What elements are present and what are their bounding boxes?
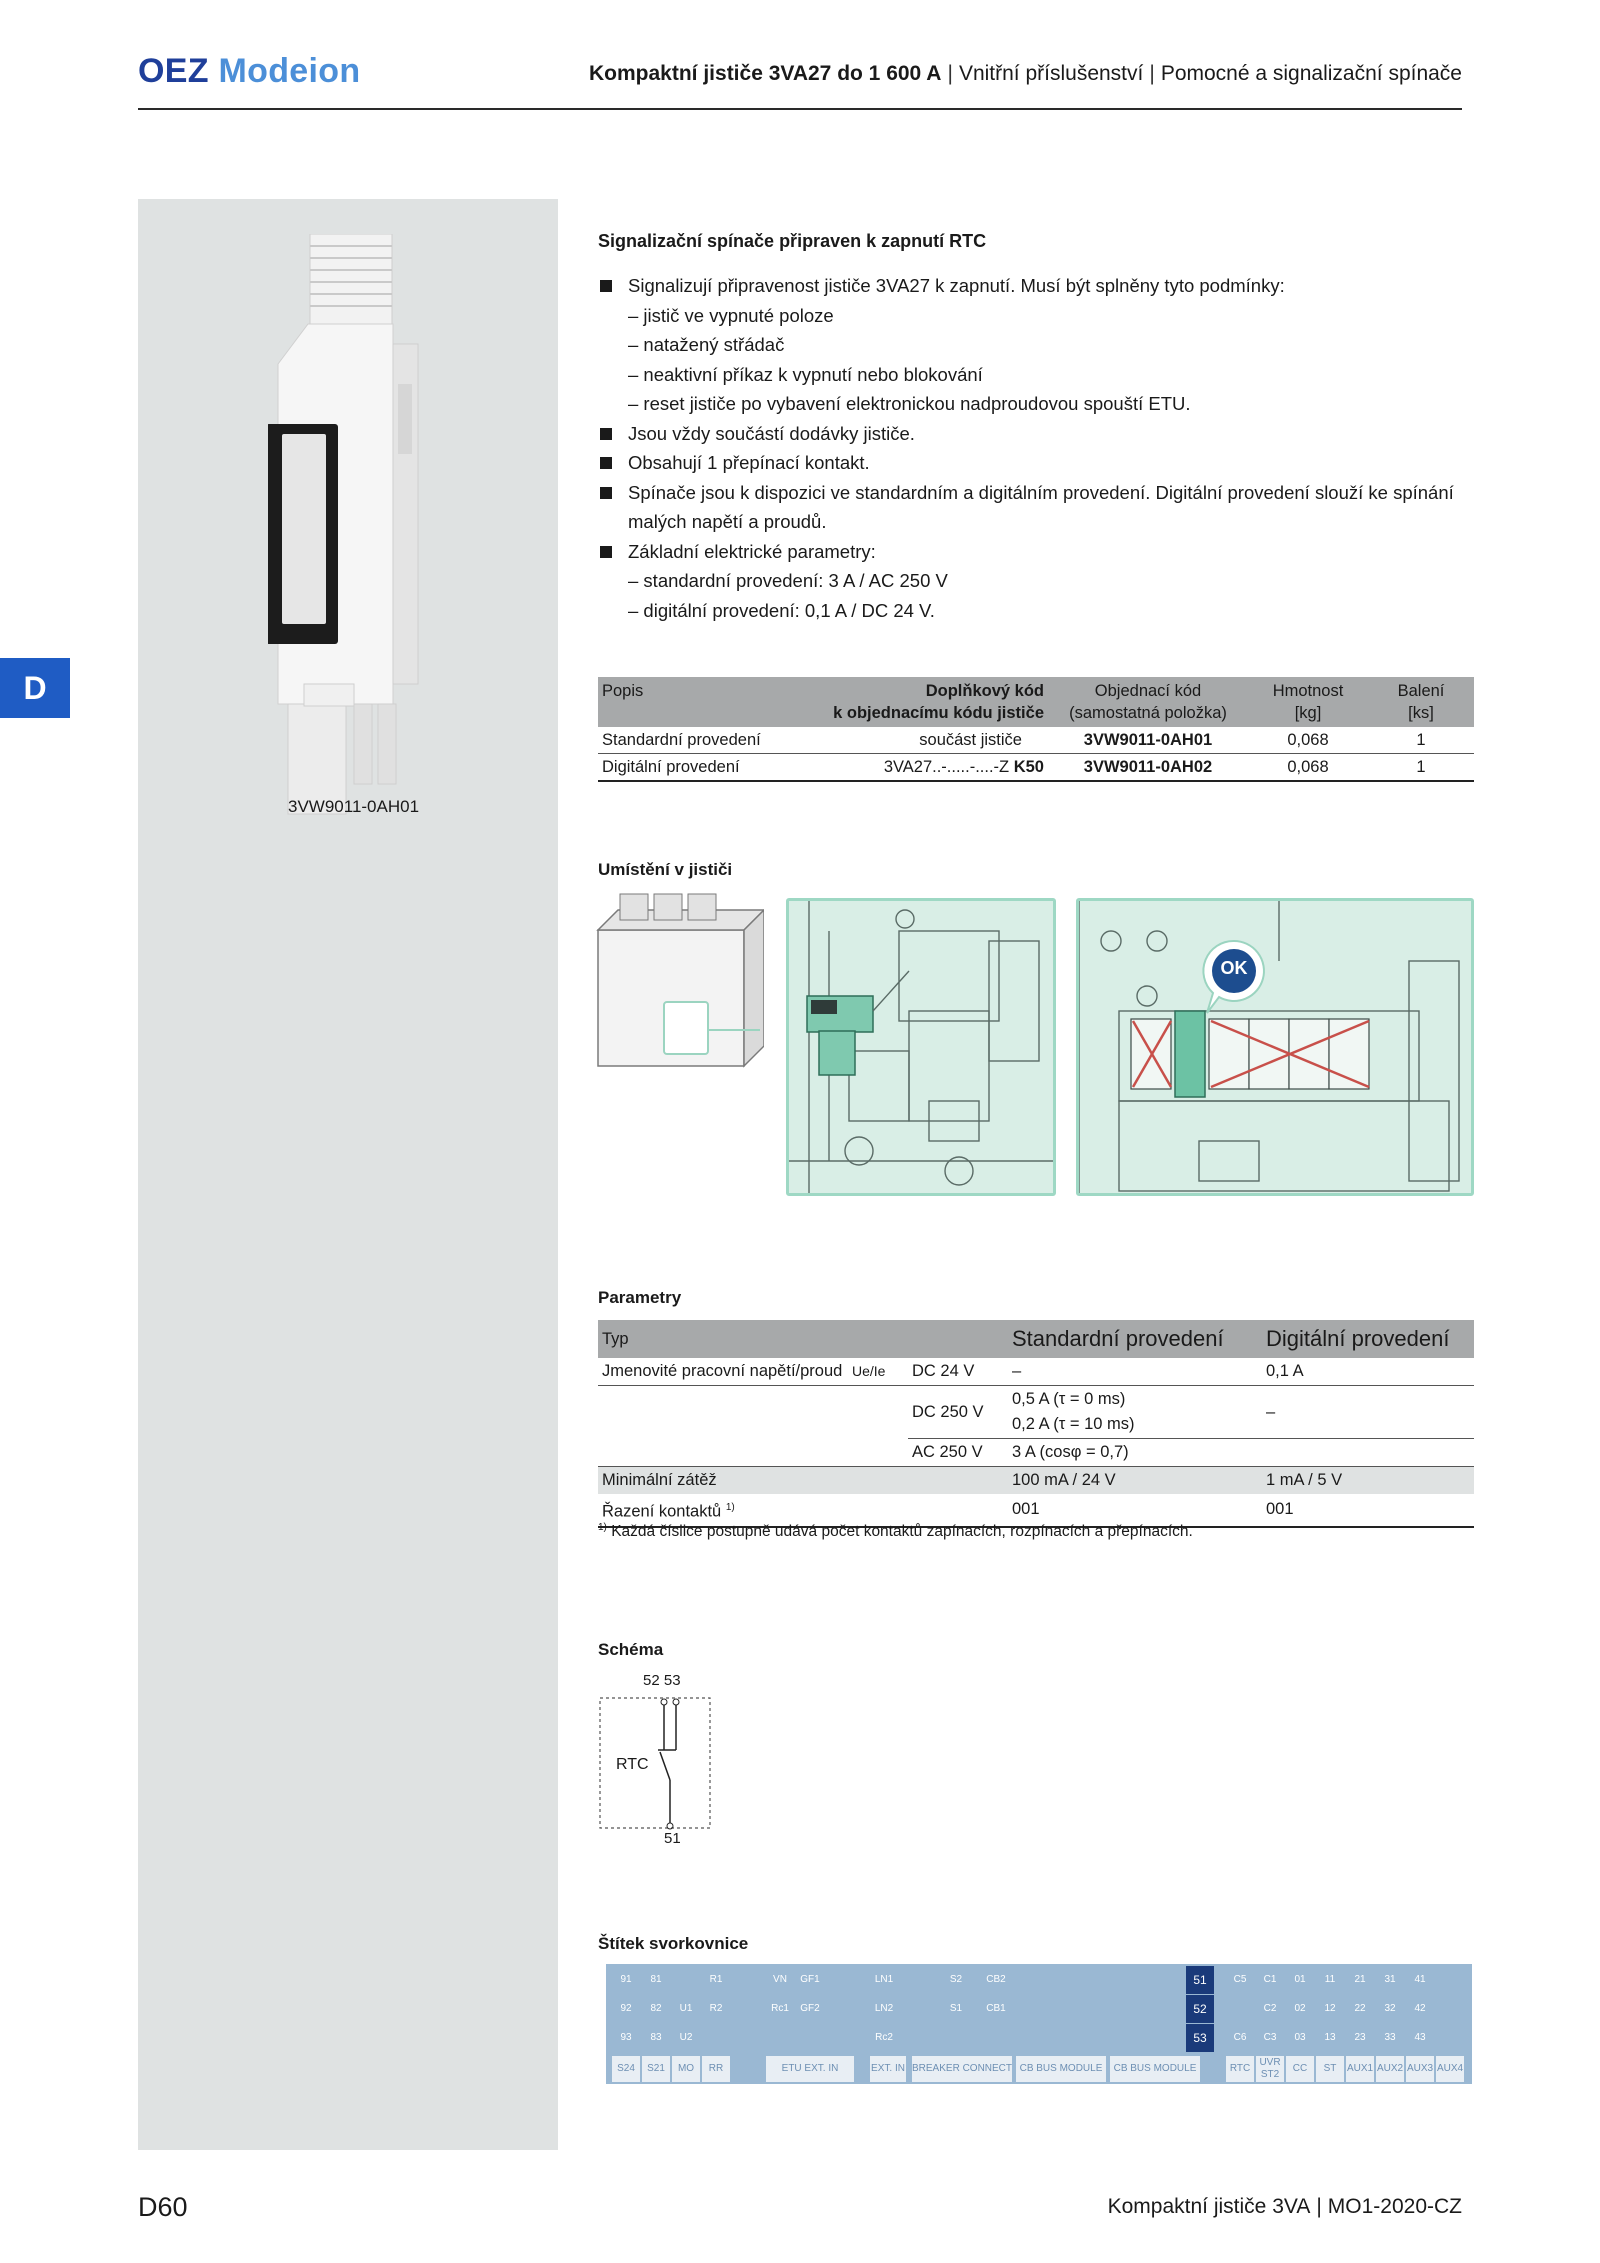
terminal-cell: 02 [1294,2003,1306,2014]
terminal-cell: C6 [1233,2032,1247,2043]
header-divider [138,108,1462,110]
terminal-cell: 52 [1186,1995,1214,2023]
table-row: Minimální zátěž 100 mA / 24 V 1 mA / 5 V [598,1467,1474,1495]
terminal-strip [606,1964,1472,2084]
sub-item: – jistič ve vypnuté poloze [628,304,834,326]
bullet-square-icon [600,457,612,469]
table-header-row [598,677,1474,727]
bullet-item: Základní elektrické parametry: [598,537,1474,567]
params-table [598,1320,1474,1528]
terminal-cell: 11 [1324,1974,1336,1985]
terminal-cell: LN2 [874,2003,894,2014]
schema-rtc-label: RTC [616,1756,649,1773]
brand-oez: OEZ [138,52,209,90]
terminal-cell: 92 [620,2003,632,2014]
bullet-item: Jsou vždy součástí dodávky jističe. [598,419,1474,449]
bullet-square-icon [600,280,612,292]
product-caption: 3VW9011-0AH01 [288,797,420,816]
terminal-cell: VN [773,1974,787,1985]
terminal-cell: GF1 [800,1974,820,1985]
bullet-item: Spínače jsou k dispozici ve standardním a digitálním provedení. Digitální provedení slouží ke spínání malých napětí a proudů. [598,478,1474,537]
table-row: Standardní provedení součást jističe 3VW9011-0AH01 0,068 1 [598,727,1474,754]
placement-closeup-image [1076,898,1474,1196]
header-title-main: Kompaktní jističe 3VA27 do 1 600 A [589,62,942,85]
terminal-cell: GF2 [800,2003,820,2014]
terminal-cell: Rc1 [771,2003,789,2014]
terminal-label: RTC [1226,2056,1254,2082]
terminal-label: EXT. IN [870,2056,906,2082]
bullet-square-icon [600,487,612,499]
brand-modeion: Modeion [218,52,361,90]
terminal-cell: Rc2 [875,2032,893,2043]
sub-item: – standardní provedení: 3 A / AC 250 V [628,570,948,591]
terminal-cell: 83 [650,2032,662,2043]
ok-badge-label: OK [1220,958,1248,978]
terminal-label: MO [672,2056,700,2082]
header-title-part2: Vnitřní příslušenství [958,62,1144,85]
table-row: AC 250 V 3 A (cosφ = 0,7) [598,1439,1474,1467]
terminal-cell: R1 [709,1974,723,1985]
terminal-cell: C5 [1233,1974,1247,1985]
schema-heading: Schéma [598,1640,664,1659]
table-row: DC 250 V 0,5 A (τ = 0 ms) 0,2 A (τ = 10 ms) – [598,1386,1474,1439]
bullet-item: Obsahují 1 přepínací kontakt. [598,448,1474,478]
bullet-square-icon [600,546,612,558]
terminal-cell: 81 [650,1974,662,1985]
terminal-cell: 03 [1294,2032,1306,2043]
sub-item: – reset jističe po vybavení elektronickou nadproudovou spouští ETU. [628,393,1191,414]
col-objednaci-kod: Objednací kód (samostatná položka) [1048,677,1248,727]
terminal-label: AUX3 [1406,2056,1434,2082]
terminal-cell: C2 [1263,2003,1277,2014]
footer-doc-ref: Kompaktní jističe 3VA | MO1-2020-CZ [1107,2195,1462,2218]
terminal-label: AUX2 [1376,2056,1404,2082]
params-heading: Parametry [598,1288,682,1307]
sub-item: – digitální provedení: 0,1 A / DC 24 V. [628,599,935,621]
terminal-cell: 23 [1354,2032,1366,2043]
section-tab-d: D [0,658,70,718]
terminal-cell: 12 [1324,2003,1336,2014]
bullet-item: Signalizují připravenost jističe 3VA27 k zapnutí. Musí být splněny tyto podmínky: [598,271,1474,301]
terminal-cell: C1 [1263,1974,1277,1985]
terminal-cell: 53 [1186,2024,1214,2052]
terminal-cell: C3 [1263,2032,1277,2043]
terminal-label: UVR ST2 [1256,2056,1284,2082]
params-footnote: $^{1)}$ Každá číslice postupně udává počet kontaktů zapínacích, rozpínacích a přepínacích. [598,1522,1193,1541]
terminal-cell: 51 [1186,1966,1214,1994]
intro-bullets [598,271,1474,625]
terminal-heading: Štítek svorkovnice [598,1934,749,1953]
terminal-cell: CB2 [986,1974,1006,1985]
terminal-label: BREAKER CONNECT [912,2056,1012,2082]
terminal-label: ST [1316,2056,1344,2082]
terminal-cell: S1 [949,2003,963,2014]
terminal-cell: CB1 [986,2003,1006,2014]
terminal-cell: 93 [620,2032,632,2043]
table-row: Digitální provedení 3VA27..-.....-....-Z K50 3VW9011-0AH02 0,068 1 [598,754,1474,782]
terminal-cell: 43 [1414,2032,1426,2043]
schema-top-label: 52 53 [643,1672,681,1689]
intro-heading: Signalizační spínače připraven k zapnutí RTC [598,231,987,251]
terminal-cell: 42 [1414,2003,1426,2014]
terminal-label: CB BUS MODULE [1016,2056,1106,2082]
col-baleni: Balení [ks] [1368,677,1474,727]
bullet-square-icon [600,428,612,440]
placement-heading: Umístění v jističi [598,860,733,879]
terminal-label: AUX4 [1436,2056,1464,2082]
terminal-cell: 91 [620,1974,632,1985]
order-table [598,677,1474,782]
terminal-cell: 32 [1384,2003,1396,2014]
terminal-cell: S2 [949,1974,963,1985]
terminal-cell: LN1 [874,1974,894,1985]
page-header-title: Kompaktní jističe 3VA27 do 1 600 A | Vnitřní příslušenství | Pomocné a signalizační spínače [589,62,1462,85]
sidebar-panel [138,199,558,2150]
terminal-cell: U2 [679,2032,693,2043]
terminal-cell: R2 [709,2003,723,2014]
terminal-label: S21 [642,2056,670,2082]
product-photo [268,234,448,824]
terminal-cell: 41 [1414,1974,1426,1985]
col-hmotnost: Hmotnost [kg] [1248,677,1368,727]
breaker-overview-image [596,890,764,1070]
schema-bottom-label: 51 [664,1830,681,1847]
placement-detail-image [786,898,1056,1196]
sub-item: – neaktivní příkaz k vypnutí nebo blokování [628,363,983,385]
terminal-label: CC [1286,2056,1314,2082]
page-number: D60 [138,2192,188,2222]
terminal-label: ETU EXT. IN [766,2056,854,2082]
terminal-label: RR [702,2056,730,2082]
table-header-row: Typ Standardní provedení Digitální provedení [598,1320,1474,1358]
table-row: Řazení kontaktů $^{1)}$ 001 001 [598,1494,1474,1527]
terminal-cell: 13 [1324,2032,1336,2043]
sub-item: – natažený střádač [628,334,785,355]
brand-logo [138,52,360,91]
col-popis: Popis [598,677,798,727]
terminal-cell: 21 [1354,1974,1366,1985]
terminal-label: AUX1 [1346,2056,1374,2082]
terminal-label: S24 [612,2056,640,2082]
terminal-cell: 82 [650,2003,662,2014]
terminal-cell: 01 [1294,1974,1306,1985]
terminal-label: CB BUS MODULE [1110,2056,1200,2082]
terminal-cell: U1 [679,2003,693,2014]
table-row: Jmenovité pracovní napětí/proud Ue/Ie DC 24 V – 0,1 A [598,1358,1474,1386]
terminal-cell: 22 [1354,2003,1366,2014]
terminal-cell: 31 [1384,1974,1396,1985]
col-doplnkovy-kod: Doplňkový kód k objednacímu kódu jističe [798,677,1048,727]
terminal-cell: 33 [1384,2032,1396,2043]
header-title-part3: Pomocné a signalizační spínače [1160,62,1462,85]
